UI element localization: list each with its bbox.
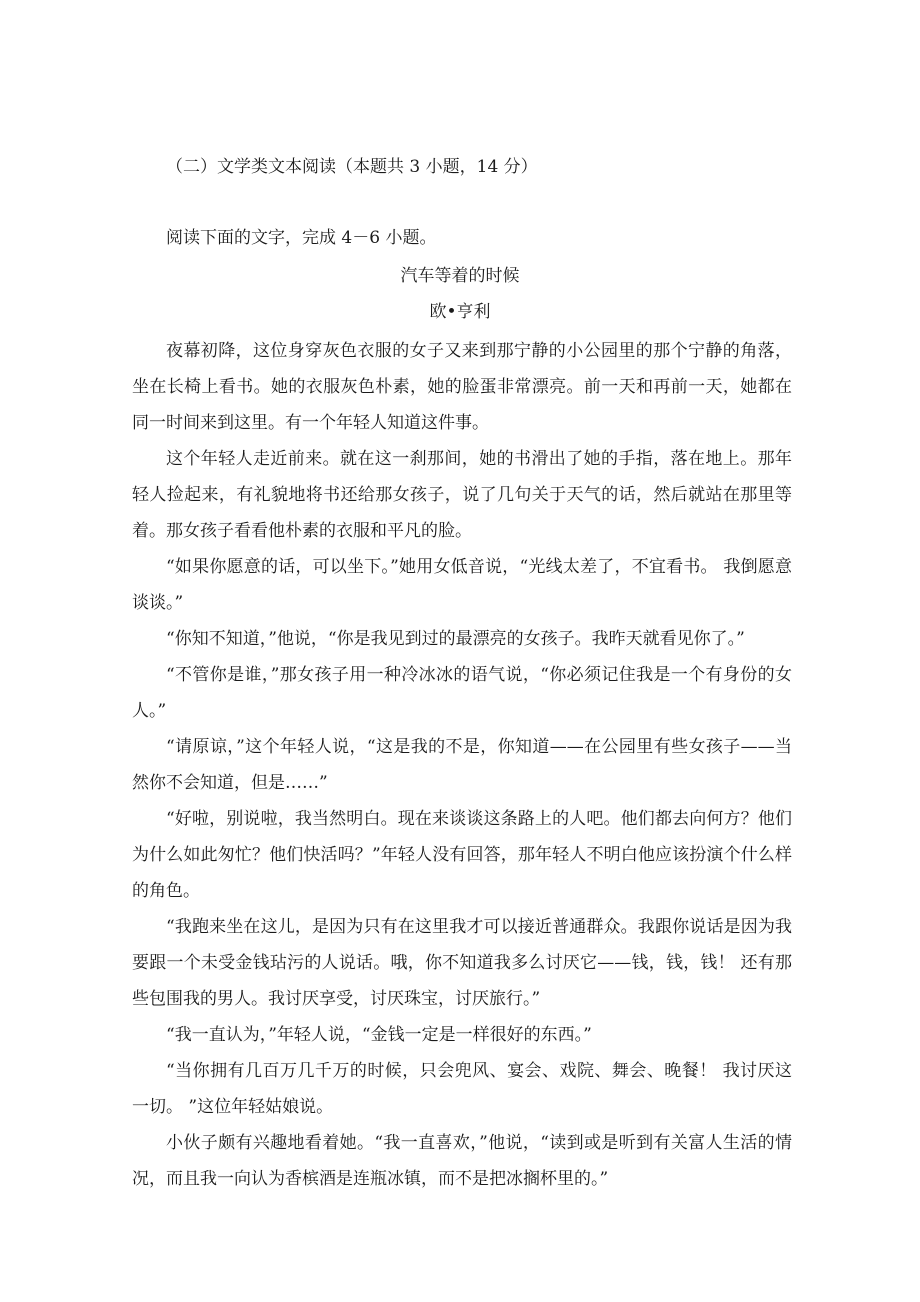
story-title: 汽车等着的时候 xyxy=(400,266,520,286)
reading-instruction: 阅读下面的文字，完成 4－6 小题。 xyxy=(166,228,437,248)
paragraph-12: 小伙子颇有兴趣地看着她。“我一直喜欢，”他说，“读到或是听到有关富人生活的情况，而且我一向认为香槟酒是连瓶冰镇，而不是把冰搁杯里的。” xyxy=(132,1133,792,1189)
paragraph-1: 夜幕初降，这位身穿灰色衣服的女子又来到那宁静的小公园里的那个宁静的角落，坐在长椅上看书。她的衣服灰色朴素，她的脸蛋非常漂亮。前一天和再前一天，她都在同一时间来到这里。有一个年轻人知道这件事。 xyxy=(132,341,792,433)
paragraph-11: “当你拥有几百万几千万的时候，只会兜风、宴会、戏院、舞会、晚餐！ 我讨厌这一切。 ”这位年轻姑娘说。 xyxy=(132,1061,792,1117)
story-author: 欧•亨利 xyxy=(429,302,491,322)
paragraph-7: “请原谅，”这个年轻人说，“这是我的不是，你知道——在公园里有些女孩子——当然你不会知道，但是……” xyxy=(132,737,792,793)
paragraph-10: “我一直认为，”年轻人说，“金钱一定是一样很好的东西。” xyxy=(166,1025,592,1045)
paragraph-9: “我跑来坐在这儿，是因为只有在这里我才可以接近普通群众。我跟你说话是因为我要跟一个未受金钱玷污的人说话。哦，你不知道我多么讨厌它——钱，钱，钱！ 还有那些包围我的男人。我讨厌享受，讨厌珠宝，讨厌旅行。” xyxy=(132,917,792,1009)
paragraph-6: “不管你是谁，”那女孩子用一种冷冰冰的语气说，“你必须记住我是一个有身份的女人。” xyxy=(132,665,792,721)
paragraph-3: 那女孩子看看他朴素的衣服和平凡的脸。 xyxy=(166,521,472,541)
paragraph-4: “如果你愿意的话，可以坐下。”她用女低音说，“光线太差了，不宜看书。 我倒愿意谈谈。” xyxy=(132,557,792,613)
paragraph-8: “好啦，别说啦，我当然明白。现在来谈谈这条路上的人吧。他们都去向何方？他们为什么如此匆忙？他们快活吗？”年轻人没有回答，那年轻人不明白他应该扮演个什么样的角色。 xyxy=(132,809,792,901)
section-heading: （二）文学类文本阅读（本题共 3 小题，14 分） xyxy=(166,157,538,177)
paragraph-5: “你知不知道，”他说，“你是我见到过的最漂亮的女孩子。我昨天就看见你了。” xyxy=(166,629,745,649)
paragraph-2: 这个年轻人走近前来。就在这一刹那间，她的书滑出了她的手指，落在地上。那年轻人捡起来，有礼貌地将书还给那女孩子，说了几句关于天气的话，然后就站在那里等着。 xyxy=(132,449,792,541)
